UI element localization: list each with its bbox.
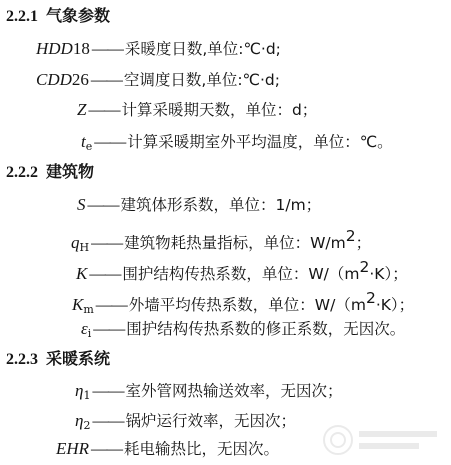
- symbol-subscript: 1: [83, 389, 91, 402]
- em-dash: ——: [94, 132, 126, 151]
- symbol: Z: [77, 100, 87, 119]
- superscript: 2: [365, 289, 376, 307]
- symbol: S: [77, 195, 86, 214]
- em-dash: ——: [91, 439, 123, 458]
- definition-eta2: [75, 410, 296, 437]
- symbol-subscript: m: [83, 303, 94, 316]
- symbol-suffix: 18: [72, 39, 90, 58]
- watermark-emblem: [321, 423, 441, 457]
- definition-text: 耗电输热比，无因次。: [124, 440, 280, 458]
- definition-text: 计算采暖期室外平均温度，单位：℃。: [127, 133, 393, 151]
- symbol: CDD: [36, 70, 72, 89]
- em-dash: ——: [91, 233, 123, 252]
- definition-text: 外墙平均传热系数，单位：W/（m: [128, 296, 366, 314]
- symbol: η: [75, 381, 84, 400]
- definition-text: 室外管网热输送效率，无因次；: [125, 382, 343, 400]
- definition-qh: [71, 225, 371, 259]
- section-heading-2-2-1: [6, 5, 110, 28]
- section-heading-2-2-2: [6, 161, 94, 184]
- definition-text: 建筑物耗热量指标，单位：W/m: [124, 234, 346, 252]
- definition-text-end: ；: [355, 234, 372, 252]
- definition-text: 建筑体形系数，单位：1/m；: [120, 196, 322, 214]
- definition-text-end: ·K）；: [375, 296, 415, 314]
- symbol: η: [75, 411, 84, 430]
- definition-cdd26: [36, 69, 280, 91]
- definition-z: [77, 99, 317, 121]
- symbol: t: [81, 132, 86, 151]
- symbol: ε: [81, 319, 88, 338]
- definition-text: 围护结构传热系数的修正系数，无因次。: [126, 320, 406, 338]
- em-dash: ——: [92, 381, 124, 400]
- definition-text: 采暖度日数,单位:℃·d;: [124, 40, 281, 58]
- definition-text: 围护结构传热系数，单位：W/（m: [122, 265, 360, 283]
- em-dash: ——: [87, 195, 119, 214]
- em-dash: ——: [92, 411, 124, 430]
- definition-eta1: [75, 380, 342, 407]
- em-dash: ——: [90, 70, 122, 89]
- em-dash: ——: [89, 264, 121, 283]
- section-number: 2.2.3: [6, 351, 38, 368]
- definition-text-end: ·K）；: [369, 265, 408, 283]
- section-number: 2.2.2: [6, 164, 38, 181]
- em-dash: ——: [93, 319, 125, 338]
- symbol-subscript: i: [87, 327, 92, 340]
- definition-text: 计算采暖期天数，单位：d；: [121, 101, 318, 119]
- section-number: 2.2.1: [6, 8, 38, 25]
- em-dash: ——: [95, 295, 127, 314]
- section-heading-2-2-3: [6, 348, 110, 371]
- definition-te: [81, 131, 393, 158]
- em-dash: ——: [91, 39, 123, 58]
- section-title: 采暖系统: [46, 349, 111, 368]
- symbol-subscript: e: [85, 140, 93, 153]
- section-title: 气象参数: [46, 6, 111, 25]
- em-dash: ——: [88, 100, 120, 119]
- definition-text: 锅炉运行效率，无因次；: [125, 412, 296, 430]
- definition-text: 空调度日数,单位:℃·d;: [123, 71, 280, 89]
- symbol-suffix: 26: [71, 70, 89, 89]
- symbol: K: [76, 264, 88, 283]
- definition-hdd18: [36, 38, 281, 60]
- definition-s: [77, 194, 321, 216]
- superscript: 2: [345, 227, 356, 245]
- symbol: q: [71, 233, 80, 252]
- symbol: EHR: [56, 439, 90, 458]
- definition-ehr: [56, 438, 279, 460]
- definition-k: [76, 256, 408, 285]
- symbol: HDD: [36, 39, 73, 58]
- superscript: 2: [359, 258, 370, 276]
- symbol: K: [72, 295, 84, 314]
- symbol-subscript: H: [79, 241, 90, 254]
- definition-km: [72, 287, 414, 321]
- symbol-subscript: 2: [83, 419, 91, 432]
- section-title: 建筑物: [46, 162, 95, 181]
- definition-epsilon-i: [81, 318, 405, 345]
